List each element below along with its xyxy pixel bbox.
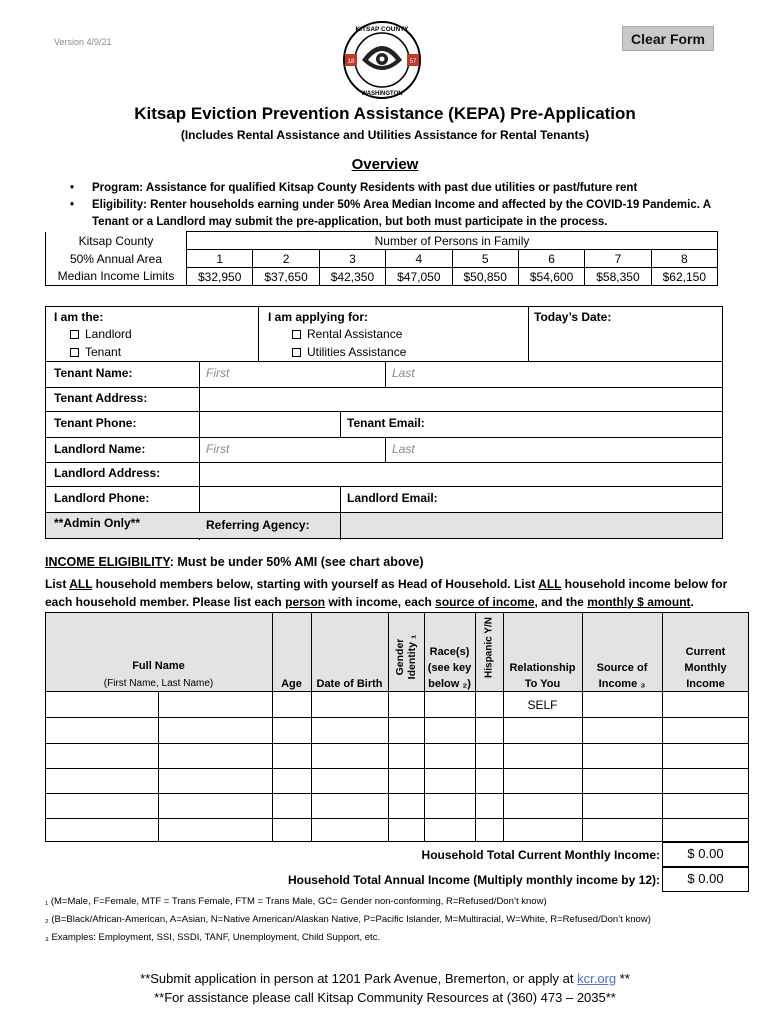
limit-cell: $42,350 — [319, 268, 385, 286]
version-label: Version 4/9/21 — [54, 37, 112, 47]
tenant-checkbox[interactable] — [70, 345, 121, 359]
referring-agency-label: Referring Agency: — [206, 518, 310, 532]
seal-year-right: 57 — [409, 59, 417, 65]
persons-cell: 8 — [651, 250, 717, 268]
todays-date-label: Today’s Date: — [534, 310, 612, 324]
submit-instructions — [0, 969, 770, 1007]
landlord-name-label: Landlord Name: — [54, 442, 146, 456]
submit-line-2: **For assistance please call Kitsap Community Resources at (360) 473 – 2035** — [154, 990, 616, 1005]
first-last-divider — [385, 362, 386, 387]
monthly-total-label: Household Total Current Monthly Income: — [421, 848, 660, 862]
footnote-gender: ₁ (M=Male, F=Female, MTF = Trans Female, FTM = Trans Male, GC= Gender non-conforming, R=Refused/Don’t know) — [45, 896, 547, 907]
landlord-label: Landlord — [85, 327, 132, 341]
instr-1: List — [45, 577, 70, 591]
seal-bottom-text: WASHINGTON — [361, 91, 403, 97]
instr-4: with income, each — [325, 595, 436, 609]
limit-cell: $62,150 — [651, 268, 717, 286]
rental-assistance-checkbox[interactable] — [292, 327, 402, 341]
row-divider — [46, 387, 722, 388]
utilities-assistance-checkbox[interactable] — [292, 345, 406, 359]
persons-cell: 4 — [386, 250, 452, 268]
i-am-the-label: I am the: — [54, 310, 104, 324]
col-full-name-sub: (First Name, Last Name) — [103, 678, 214, 689]
col-divider — [503, 612, 504, 842]
limit-cell: $47,050 — [386, 268, 452, 286]
instr-5: , and the — [534, 595, 588, 609]
kcr-link[interactable]: kcr.org — [577, 971, 617, 986]
instr-monthly: monthly $ amount — [587, 595, 691, 609]
tenant-phone-label: Tenant Phone: — [54, 416, 137, 430]
persons-cell: 7 — [585, 250, 651, 268]
monthly-total-value: $ 0.00 — [687, 846, 724, 861]
page-subtitle: (Includes Rental Assistance and Utilities Assistance for Rental Tenants) — [180, 128, 590, 142]
col-hispanic: Hispanic Y/N — [483, 617, 495, 678]
instr-person: person — [285, 595, 326, 609]
persons-cell: 1 — [187, 250, 253, 268]
col-divider — [582, 612, 583, 842]
self-cell: SELF — [527, 698, 558, 712]
footnote-race: ₂ (B=Black/African-American, A=Asian, N=Native American/Alaskan Native, P=Pacific Islander, M=Multiracial, W=White, R=Refused/Don’t know) — [45, 914, 651, 925]
tenant-email-label: Tenant Email: — [347, 416, 425, 430]
row-divider — [46, 411, 722, 412]
bullet-program: • Program: Assistance for qualified Kitsap County Residents with past due utilities or past/future rent — [70, 180, 730, 197]
seal-year-left: 18 — [347, 59, 355, 65]
row-divider — [45, 818, 749, 819]
income-instructions — [45, 575, 735, 611]
tenant-first-name-input[interactable]: First — [206, 366, 230, 380]
col-current-3: Income — [686, 678, 725, 690]
col-relationship — [503, 660, 582, 692]
col-divider — [388, 612, 389, 842]
landlord-phone-label: Landlord Phone: — [54, 491, 150, 505]
row-divider — [46, 486, 722, 487]
col-relationship-2: To You — [524, 678, 561, 690]
row-divider — [45, 743, 749, 744]
rental-assistance-label: Rental Assistance — [307, 327, 403, 341]
landlord-last-name-input[interactable]: Last — [392, 442, 415, 456]
col-full-name: Full Name — [132, 660, 185, 672]
tenant-name-label: Tenant Name: — [54, 366, 133, 380]
overview-bullets — [70, 180, 730, 231]
limit-cell: $37,650 — [253, 268, 319, 286]
col-source-1: Source of — [596, 662, 648, 674]
seal-top-text: KITSAP COUNTY — [355, 26, 409, 33]
instr-all-2: ALL — [538, 577, 562, 591]
persons-cell: 5 — [452, 250, 518, 268]
persons-cell: 3 — [319, 250, 385, 268]
instr-3: household income below for each household member. Please list each — [45, 577, 728, 609]
col-age: Age — [281, 678, 302, 690]
annual-total-label: Household Total Annual Income (Multiply monthly income by 12): — [287, 873, 660, 887]
phone-email-divider — [340, 486, 341, 512]
col-relationship-1: Relationship — [509, 662, 576, 674]
row-divider — [46, 437, 722, 438]
col-race-1: Race(s) — [429, 646, 470, 658]
admin-only-label: **Admin Only** — [54, 516, 141, 530]
limit-cell: $54,600 — [518, 268, 584, 286]
col-divider — [272, 612, 273, 842]
col-divider — [158, 692, 159, 842]
instr-2: household members below, starting with yourself as Head of Household. List — [92, 577, 539, 591]
admin-row — [46, 513, 722, 538]
col-divider — [475, 612, 476, 842]
col-current — [662, 644, 749, 692]
col-current-2: Monthly — [684, 662, 727, 674]
instr-source: source of income — [435, 595, 535, 609]
footnote-income: ₃ Examples: Employment, SSI, SSDI, TANF, Unemployment, Child Support, etc. — [45, 932, 381, 943]
page-title: Kitsap Eviction Prevention Assistance (KEPA) Pre-Application — [134, 104, 636, 123]
kitsap-county-seal — [342, 20, 422, 100]
persons-cell: 2 — [253, 250, 319, 268]
overview-heading: Overview — [351, 156, 419, 173]
table-header: Number of Persons in Family — [187, 232, 718, 250]
submit-line-1: **Submit application in person at 1201 Park Avenue, Bremerton, or apply at — [140, 971, 578, 986]
tenant-label: Tenant — [85, 345, 122, 359]
submit-line-1-end: ** — [616, 971, 630, 986]
income-title-rest: : Must be under 50% AMI (see chart above) — [169, 555, 424, 569]
applying-for-label: I am applying for: — [268, 310, 369, 324]
col-dob: Date of Birth — [316, 678, 383, 690]
admin-divider — [340, 512, 341, 540]
limit-cell: $32,950 — [187, 268, 253, 286]
median-income-table — [45, 231, 718, 286]
annual-total-value: $ 0.00 — [687, 871, 724, 886]
row-divider — [45, 717, 749, 718]
limit-cell: $58,350 — [585, 268, 651, 286]
tenant-address-label: Tenant Address: — [54, 391, 148, 405]
utilities-assistance-label: Utilities Assistance — [307, 345, 407, 359]
row-divider — [46, 462, 722, 463]
col-race — [424, 644, 475, 692]
landlord-address-label: Landlord Address: — [54, 466, 161, 480]
bullet-eligibility: • Eligibility: Renter households earning under 50% Area Median Income and affected by the COVID-19 Pandemic. A Tenant or a Landlord may submit the pre-application, but both must participate in the process. — [70, 197, 730, 231]
first-last-divider — [385, 437, 386, 462]
col-divider — [311, 612, 312, 842]
persons-cell: 6 — [518, 250, 584, 268]
limit-cell: $50,850 — [452, 268, 518, 286]
row-divider — [45, 768, 749, 769]
table-label-3: Median Income Limits — [46, 268, 187, 286]
col-source-2: Income ₃ — [598, 678, 646, 690]
clear-form-button[interactable]: Clear Form — [622, 26, 714, 51]
phone-email-divider — [340, 411, 341, 437]
income-eligibility-title — [45, 555, 424, 569]
col-gender: Gender Identity ₁ — [394, 634, 418, 680]
col-race-3: below ₂) — [428, 678, 471, 690]
tenant-last-name-input[interactable]: Last — [392, 366, 415, 380]
table-label-1: Kitsap County — [46, 232, 187, 250]
col-race-2: (see key — [427, 662, 472, 674]
income-title-underlined: INCOME ELIGIBILITY — [45, 555, 170, 569]
instr-all: ALL — [69, 577, 93, 591]
row-divider — [45, 793, 749, 794]
applicant-form — [45, 306, 723, 539]
landlord-first-name-input[interactable]: First — [206, 442, 230, 456]
landlord-email-label: Landlord Email: — [347, 491, 438, 505]
instr-6: . — [690, 595, 694, 609]
table-label-2: 50% Annual Area — [46, 250, 187, 268]
col-current-1: Current — [685, 646, 726, 658]
landlord-checkbox[interactable] — [70, 327, 132, 341]
col-source — [582, 660, 662, 692]
household-income-table — [45, 612, 749, 892]
